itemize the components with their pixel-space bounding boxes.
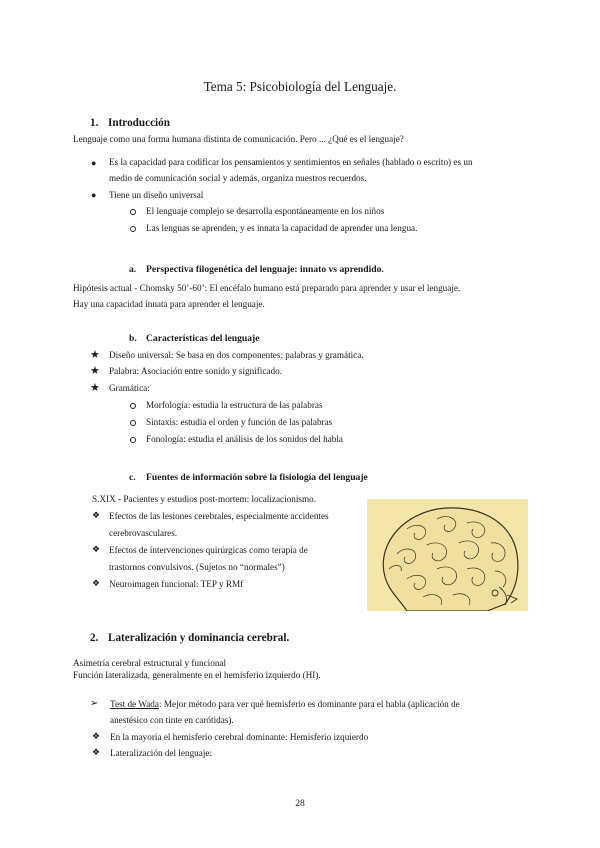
- intro-text: Lenguaje como una forma humana distinta de comunicación. Pero ... ¿Qué es el lenguaje?: [73, 134, 404, 144]
- star-bullet: ★: [90, 382, 100, 394]
- intro-text: S.XIX - Pacientes y estudios post-mortem: localizacionismo.: [92, 494, 317, 504]
- list-item: Morfología: estudia la estructura de las palabras: [146, 400, 323, 410]
- diamond-bullet: ❖: [92, 544, 101, 554]
- paragraph-line: Hay una capacidad innata para aprender el lenguaje.: [73, 299, 265, 309]
- list-item: Neuroimagen funcional: TEP y RMf: [109, 579, 244, 589]
- subsection-a-heading: [129, 264, 384, 275]
- list-item: [110, 696, 460, 712]
- subsection-title: Perspectiva filogenética del lenguaje: innato vs aprendido.: [146, 264, 384, 275]
- star-bullet: ★: [90, 349, 100, 361]
- page-number: 28: [295, 798, 305, 809]
- list-item: En la mayoría el hemisferio cerebral dominante: Hemisferio izquierdo: [110, 732, 369, 742]
- page-title: Tema 5: Psicobiología del Lenguaje.: [203, 79, 397, 94]
- section-1-heading: [90, 117, 170, 129]
- list-item: Tiene un diseño universal: [109, 190, 204, 200]
- diamond-bullet: ❖: [92, 731, 101, 741]
- bullet-dot: ●: [91, 158, 97, 168]
- paragraph-line: Función lateralizada, generalmente en el hemisferio izquierdo (HI).: [73, 670, 321, 680]
- diamond-bullet: ❖: [92, 747, 101, 757]
- subsection-b-heading: [129, 333, 260, 344]
- circle-bullet: [130, 403, 136, 409]
- list-item: Efectos de intervenciones quirúrgicas como terapia de: [109, 545, 308, 555]
- list-item: Palabra: Asociación entre sonido y significado.: [109, 366, 282, 376]
- list-item: Diseño universal: Se basa en dos componentes: palabras y gramática.: [109, 350, 364, 360]
- list-item: Gramática:: [109, 383, 150, 393]
- bullet-dot: ●: [91, 190, 97, 200]
- wada-test-text: Mejor método para ver qué hemisferio es dominante para el habla (aplicación de: [161, 699, 460, 709]
- section-2-heading: [90, 632, 289, 644]
- paragraph-line: Hipótesis actual - Chomsky 50’-60’: El encéfalo humano está preparado para aprender y usar el lenguaje.: [73, 283, 461, 293]
- section-number: 2.: [90, 632, 99, 644]
- arrow-bullet: ➢: [90, 698, 99, 709]
- subsection-title: Características del lenguaje: [146, 333, 260, 344]
- circle-bullet: [130, 437, 136, 443]
- subsection-letter: c.: [129, 472, 136, 483]
- wada-test-label: Test de Wada: [110, 699, 159, 709]
- diamond-bullet: ❖: [92, 578, 101, 588]
- list-item: Lateralización del lenguaje:: [110, 748, 213, 758]
- circle-bullet: [130, 420, 136, 426]
- list-item: El lenguaje complejo se desarrolla espontáneamente en los niños: [146, 206, 385, 216]
- subsection-c-heading: [129, 472, 368, 483]
- paragraph-line: Asimetría cerebral estructural y funcional: [73, 658, 227, 668]
- section-number: 1.: [90, 117, 99, 129]
- subsection-letter: a.: [129, 264, 137, 275]
- section-title: Introducción: [108, 117, 170, 129]
- circle-bullet: [130, 209, 136, 215]
- list-item: Efectos de las lesiones cerebrales, especialmente accidentes: [109, 511, 329, 521]
- list-item: Es la capacidad para codificar los pensamientos y sentimientos en señales (hablado o escrito) es un: [109, 157, 473, 167]
- colon: :: [158, 699, 162, 709]
- list-item: anestésico con tinte en carótidas).: [110, 715, 234, 725]
- subsection-title: Fuentes de información sobre la fisiología del lenguaje: [146, 472, 368, 483]
- section-title: Lateralización y dominancia cerebral.: [108, 632, 290, 644]
- circle-bullet: [130, 226, 136, 232]
- subsection-letter: b.: [129, 333, 137, 344]
- list-item: trastornos convulsivos. (Sujetos no “normales”): [109, 562, 285, 572]
- list-item: cerebrovasculares.: [109, 528, 178, 538]
- list-item: Las lenguas se aprenden, y es innata la capacidad de aprender una lengua.: [146, 223, 418, 233]
- list-item: medio de comunicación social y además, organiza nuestros recuerdos.: [109, 173, 367, 183]
- list-item: Sintaxis: estudia el orden y función de las palabras: [146, 417, 333, 427]
- diamond-bullet: ❖: [92, 510, 101, 520]
- star-bullet: ★: [90, 365, 100, 377]
- phrenology-head-image: [367, 499, 528, 611]
- list-item: Fonología: estudia el análisis de los sonidos del habla: [146, 434, 343, 444]
